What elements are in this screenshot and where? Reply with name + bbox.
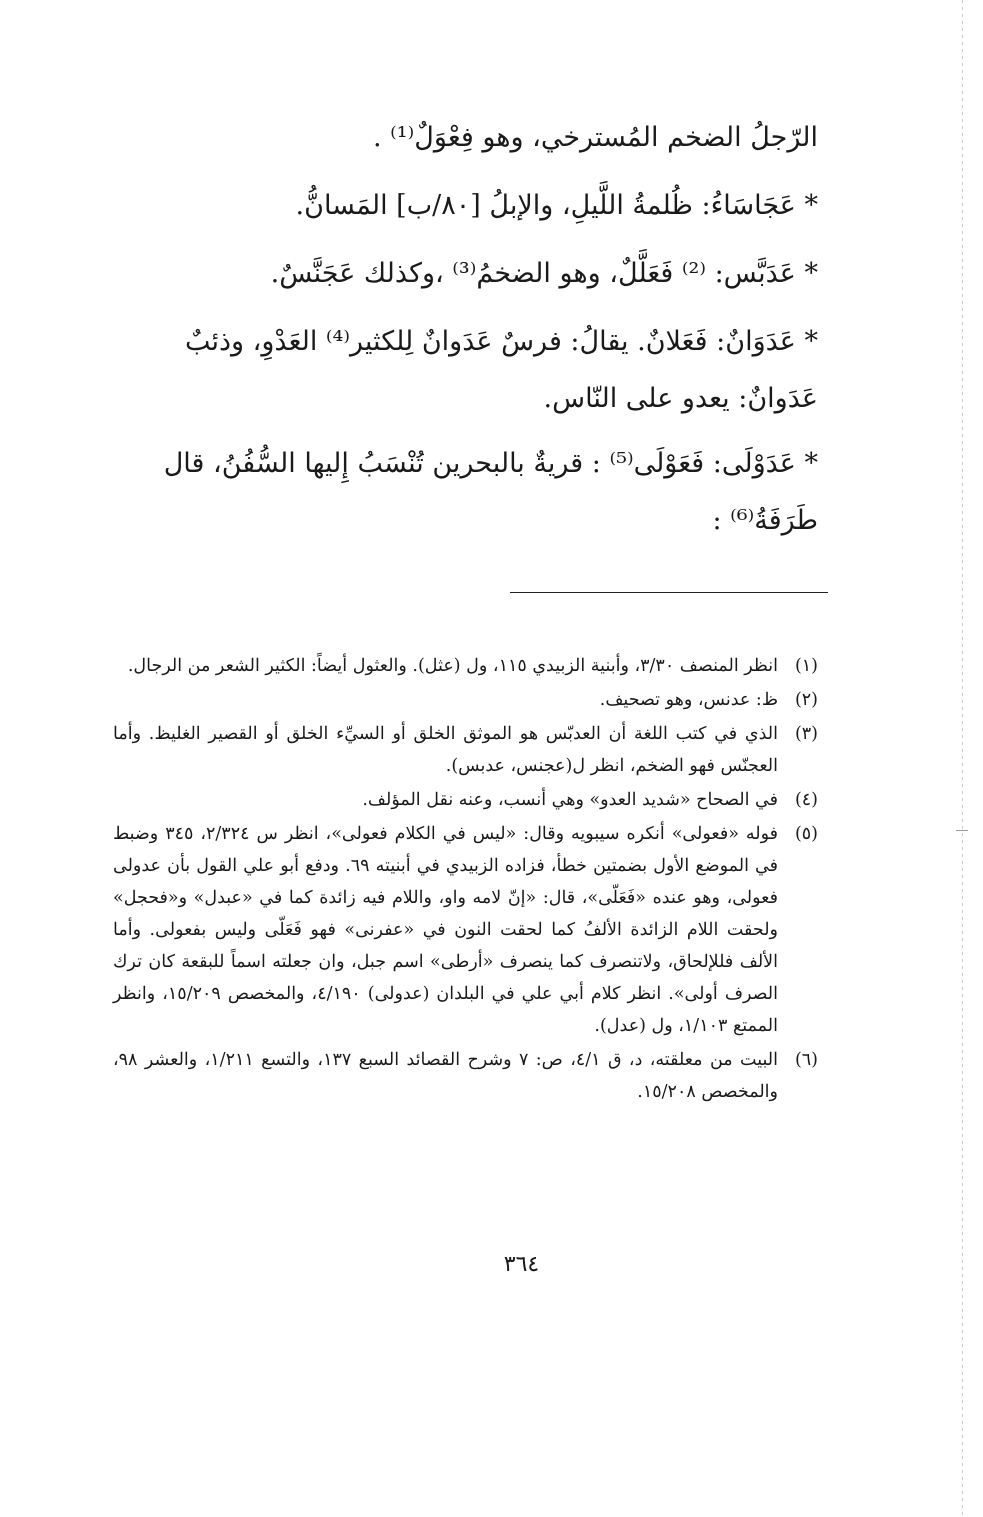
footnote: [113, 718, 818, 782]
footnote-text: ظ: عدنس، وهو تصحيف.: [599, 690, 778, 710]
main-text: [113, 108, 818, 556]
footnotes: [113, 650, 818, 1110]
footnote-number: (٢): [794, 690, 818, 710]
page-number: ٣٦٤: [503, 1252, 540, 1277]
footnote: [113, 1044, 818, 1108]
footnote-separator: [510, 592, 828, 593]
page-number-container: [0, 1252, 983, 1277]
footnote-number: (٥): [794, 824, 818, 844]
entry-adawan-cont: عَدَوانٌ: يعدو على النّاس.: [543, 383, 818, 414]
entry-adawla-cont: طَرَفَةُ⁽⁶⁾ :: [712, 505, 818, 536]
entry-adawla: * عَدَوْلَى: فَعَوْلَى⁽⁵⁾ : قريةٌ بالبحرين تُنْسَبُ إِليها السُّفُنُ، قال: [163, 448, 818, 479]
scan-edge-line: [962, 0, 963, 1517]
footnote-text: في الصحاح «شديد العدو» وهي أنسب، وعنه نقل المؤلف.: [362, 790, 778, 810]
footnote: [113, 684, 818, 716]
footnote-number: (٣): [794, 724, 818, 744]
footnote: [113, 818, 818, 1042]
footnote-number: (٦): [794, 1050, 818, 1070]
footnote-text: الذي في كتب اللغة أن العدبّس هو الموثق الخلق أو السيِّء الخلق أو القصير الغليظ. وأما العجنّس فهو الضخم، انظر ل(عجنس، عدبس).: [113, 724, 778, 776]
entry-ajasa: * عَجَاسَاءُ: ظُلمةُ اللَّيلِ، والإبلُ [٨٠/ب] المَسانُّ.: [295, 190, 818, 221]
scan-tick-mark: [956, 830, 968, 831]
entry-continuation: الرّجلُ الضخم المُسترخي، وهو فِعْوَلٌ⁽¹⁾ .: [373, 122, 818, 153]
footnote-text: انظر المنصف ٣/٣٠، وأبنية الزبيدي ١١٥، ول (عثل). والعثول أيضاً: الكثير الشعر من الرجال.: [127, 656, 778, 676]
entry-adawan: * عَدَوَانٌ: فَعَلانٌ. يقالُ: فرسٌ عَدَوانٌ لِلكثير⁽⁴⁾ العَدْوِ، وذئبٌ: [184, 326, 818, 357]
entry-adabbas: * عَدَبَّس: ⁽²⁾ فَعَلَّلٌ، وهو الضخمُ⁽³⁾ ،وكذلك عَجَنَّسٌ.: [270, 258, 818, 289]
footnote-text: البيت من معلقته، د، ق ٤/١، ص: ٧ وشرح القصائد السبع ١٣٧، والتسع ١/٢١١، والعشر ٩٨، والمخصص ١٥/٢٠٨.: [113, 1050, 778, 1102]
footnote: [113, 650, 818, 682]
footnote: [113, 784, 818, 816]
footnote-number: (٤): [794, 790, 818, 810]
footnote-number: (١): [794, 656, 818, 676]
footnote-text: فوله «فعولى» أنكره سيبويه وقال: «ليس في الكلام فعولى»، انظر س ٢/٣٢٤، ٣٤٥ وضبط في الموضع الأول بضمتين خطأ، فزاده الزبيدي في أبنيته ٦٩. ودفع أبو علي القول بأن عدولى فعولى، وهو عنده «فَعَلّى»، قال: «إنّ لامه واو، واللام فيه زائدة كما في «عبدل» و«فحجل» ولحقت اللام الزائدة الألفُ كما لحقت النون في «عفرنى» فهو فَعَلّى وليس بفعولى. وأما الألف فللإلحاق، ولاتنصرف كما ينصرف «أرطى» اسم جبل، وان جعلته اسماً للبقعة كان ترك الصرف أولى». انظر كلام أبي علي في البلدان (عدولى) ٤/١٩٠، والمخصص ١٥/٢٠٩، وانظر الممتع ١/١٠٣، ول (عدل).: [113, 824, 779, 1036]
